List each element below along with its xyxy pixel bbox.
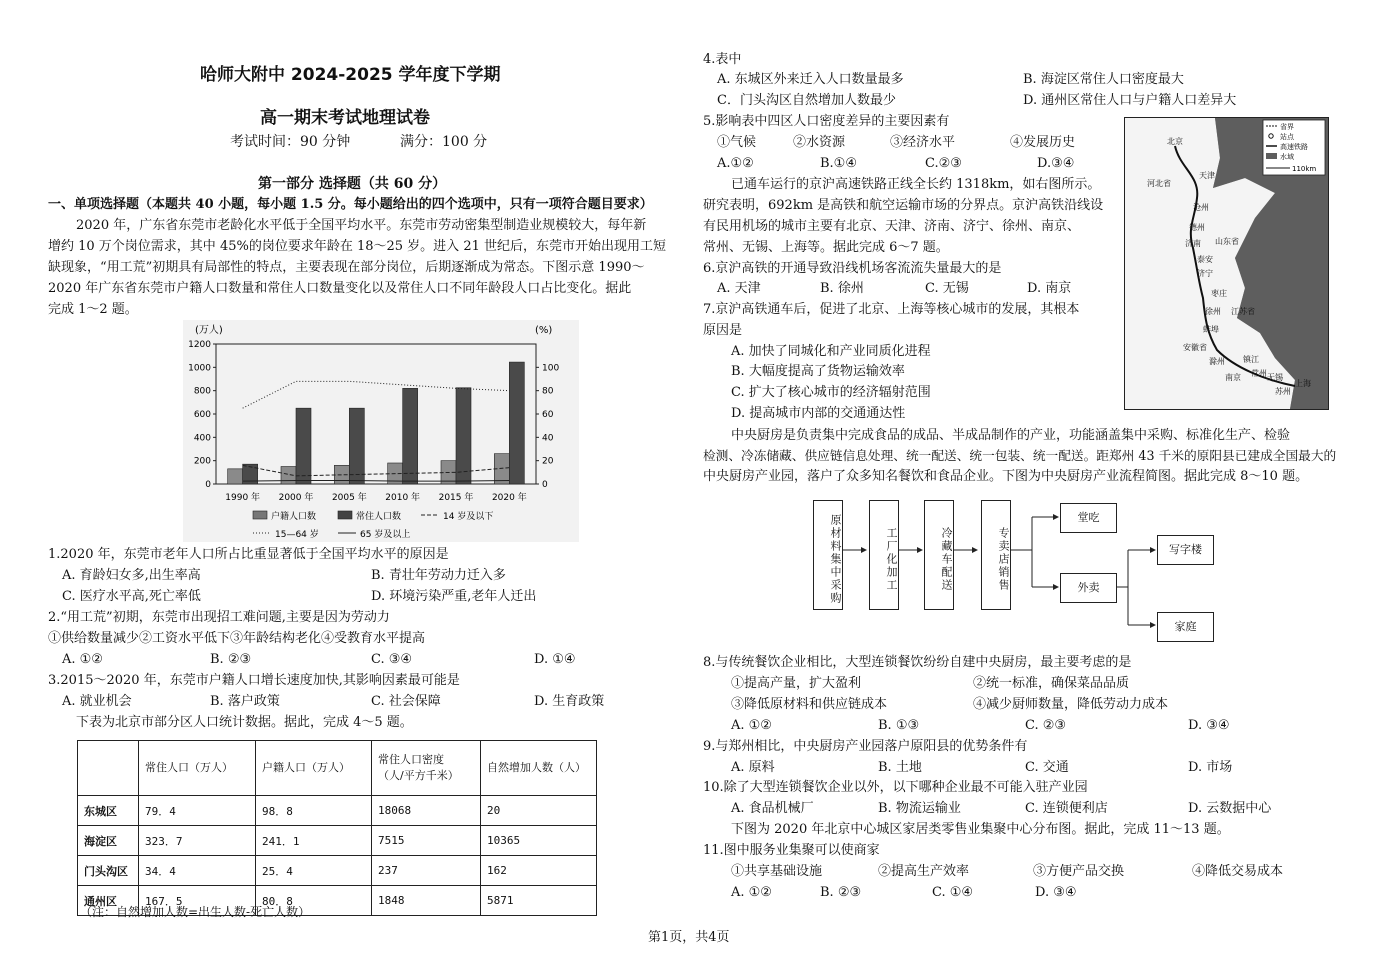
q8-item: ②统一标准，确保菜品品质 [973, 676, 1130, 691]
cell-increase: 162 [481, 856, 597, 886]
q9-stem: 9.与郑州相比，中央厨房产业园落户原阳县的优势条件有 [703, 739, 1028, 754]
passage2-line: 有民用机场的城市主要有北京、天津、济南、济宁、徐州、南京、 [703, 219, 1081, 234]
table-note: （注：自然增加人数=出生人数-死亡人数） [80, 905, 311, 919]
passage3-line: 中央厨房产业园，落户了众多知名餐饮和食品企业。下图为中央厨房产业流程简图。据此完成 8～10 题。 [703, 469, 1309, 484]
map-label: 安徽省 [1183, 343, 1207, 352]
q11-option-c[interactable]: C. ①④ [932, 885, 974, 900]
cell-resident: 34．4 [139, 856, 256, 886]
legend-household: 户籍人口数 [271, 512, 317, 522]
legend-resident: 常住人口数 [356, 512, 402, 522]
q6-option-c[interactable]: C. 无锡 [925, 281, 969, 296]
q11-item: ④降低交易成本 [1192, 864, 1284, 879]
q9-option-d[interactable]: D. 市场 [1188, 760, 1233, 775]
q11-option-d[interactable]: D. ③④ [1035, 885, 1077, 900]
passage3-line: 检测、冷冻储藏、供应链信息处理、统一配送、统一包装、统一配送。距郑州 43 千米的原阳县已建成全国最大的 [703, 448, 1337, 463]
q2-stem: 2.“用工荒”初期，东莞市出现招工难问题,主要是因为劳动力 [48, 610, 390, 625]
table-row [78, 856, 597, 886]
full-score: 满分：100 分 [400, 134, 488, 150]
q7-stem-cont: 原因是 [703, 323, 743, 338]
map-label: 河北省 [1147, 179, 1171, 188]
exam-title-line2: 高一期末考试地理试卷 [260, 108, 430, 128]
map-label: 蚌埠 [1203, 325, 1219, 334]
bar-household [281, 467, 296, 485]
passage2-line: 已通车运行的京沪高速铁路正线全长约 1318km，如右图所示。 [731, 177, 1101, 192]
map-scale: 110km [1292, 165, 1317, 173]
q6-option-b[interactable]: B. 徐州 [820, 281, 864, 296]
cell-household: 98．8 [256, 796, 372, 826]
railway-map [1124, 117, 1329, 410]
q1-stem: 1.2020 年，东莞市老年人口所占比重显著低于全国平均水平的原因是 [48, 547, 449, 562]
q2-option-c[interactable]: C. ③④ [371, 652, 413, 667]
q1-option-c[interactable]: C. 医疗水平高,死亡率低 [62, 589, 201, 604]
table-header-density-unit: （人/平方千米） [378, 769, 459, 782]
row-name: 通州区 [78, 886, 139, 916]
flow-box-purchase: 原材料集中采购 [813, 500, 843, 610]
bar-resident [509, 362, 524, 484]
passage1-line: 2020 年，广东省东莞市老龄化水平低于全国平均水平。东莞市劳动密集型制造业规模较大，每年新 [76, 218, 647, 233]
section-heading: 一、单项选择题（本题共 40 小题，每小题 1.5 分。每小题给出的四个选项中，只有一项符合题目要求） [48, 197, 653, 212]
exam-title-line1: 哈师大附中 2024-2025 学年度下学期 [200, 65, 501, 85]
row-name: 门头沟区 [78, 856, 139, 886]
q4-option-c[interactable]: C．门头沟区自然增加人数最少 [717, 93, 896, 108]
y-tick-label-right: 40 [542, 433, 554, 444]
y-tick-label-left: 400 [193, 433, 211, 444]
q5-item: ③经济水平 [890, 135, 956, 150]
exam-time: 考试时间：90 分钟 [230, 134, 351, 150]
q10-option-b[interactable]: B. 物流运输业 [878, 801, 961, 816]
legend-swatch-resident [338, 511, 352, 519]
table-row [78, 796, 597, 826]
map-label: 天津 [1199, 171, 1215, 180]
q8-item: ④减少厨师数量，降低劳动力成本 [973, 697, 1169, 712]
passage2-line: 常州、无锡、上海等。据此完成 6～7 题。 [703, 240, 949, 255]
flow-box-delivery: 冷藏车配送 [924, 500, 954, 610]
cell-density: 18068 [372, 796, 481, 826]
passage4: 下图为 2020 年北京中心城区家居类零售业集聚中心分布图。据此，完成 11～13 题。 [731, 822, 1230, 837]
y-tick-label-left: 1200 [188, 340, 211, 350]
population-table [77, 740, 597, 916]
y-tick-label-right: 100 [542, 363, 560, 374]
cell-resident: 323．7 [139, 826, 256, 856]
q7-option-d[interactable]: D. 提高城市内部的交通通达性 [731, 406, 906, 421]
cell-household: 25．4 [256, 856, 372, 886]
q10-option-a[interactable]: A. 食品机械厂 [731, 801, 814, 816]
q8-option-a[interactable]: A. ①② [731, 718, 772, 733]
q5-option-b[interactable]: B.①④ [820, 156, 857, 171]
bar-resident [349, 408, 364, 484]
map-label: 江苏省 [1231, 307, 1255, 316]
railway-map-drawing [1125, 118, 1328, 409]
y-tick-label-right: 0 [542, 480, 548, 490]
q5-option-a[interactable]: A.①② [717, 156, 754, 171]
legend-child: 14 岁及以下 [443, 512, 494, 522]
q2-option-d[interactable]: D. ①④ [534, 652, 576, 667]
q8-option-d[interactable]: D. ③④ [1188, 718, 1230, 733]
map-label: 沧州 [1193, 203, 1209, 212]
q7-option-a[interactable]: A. 加快了同城化和产业同质化进程 [731, 344, 931, 359]
q11-stem: 11.图中服务业集聚可以使商家 [703, 843, 880, 858]
legend-adult: 15—64 岁 [275, 530, 319, 540]
x-tick-label: 2000 年 [278, 493, 314, 503]
map-label: 南京 [1225, 373, 1241, 382]
q5-item: ④发展历史 [1010, 135, 1076, 150]
map-label: 济宁 [1197, 269, 1213, 278]
passage1-line: 缺现象，“用工荒”初期具有局部性的特点，主要表现在部分岗位，后期逐渐成为常态。下图示意 1990～ [48, 260, 645, 275]
page-footer: 第1页，共4页 [648, 930, 730, 945]
q5-option-c[interactable]: C.②③ [925, 156, 962, 171]
map-legend-water: 水域 [1280, 153, 1294, 161]
map-label: 无锡 [1267, 373, 1283, 382]
y-tick-label-right: 20 [542, 456, 554, 467]
q8-stem: 8.与传统餐饮企业相比，大型连锁餐饮纷纷自建中央厨房，最主要考虑的是 [703, 655, 1132, 670]
y-tick-label-right: 80 [542, 386, 554, 397]
q7-option-c[interactable]: C. 扩大了核心城市的经济辐射范围 [731, 385, 931, 400]
flow-box-store: 专卖店销售 [981, 500, 1011, 610]
q3-option-b[interactable]: B. 落户政策 [210, 694, 280, 709]
legend-elder: 65 岁及以上 [360, 530, 411, 540]
line-age-65plus [243, 481, 510, 482]
q4-option-a[interactable]: A. 东城区外来迁入人口数量最多 [717, 72, 904, 87]
q10-option-c[interactable]: C. 连锁便利店 [1025, 801, 1108, 816]
flow-box-home: 家庭 [1157, 612, 1214, 642]
cell-resident: 79．4 [139, 796, 256, 826]
flow-box-takeout: 外卖 [1060, 573, 1117, 603]
bar-household [228, 469, 243, 484]
flow-box-office: 写字楼 [1157, 535, 1214, 565]
q5-item: ②水资源 [793, 135, 846, 150]
map-label: 泰安 [1197, 255, 1213, 264]
y-tick-label-left: 1000 [188, 363, 211, 374]
q2-option-b[interactable]: B. ②③ [210, 652, 252, 667]
table-header-density: 常住人口密度 [378, 753, 444, 766]
q4-option-d[interactable]: D. 通州区常住人口与户籍人口差异大 [1023, 93, 1237, 108]
cell-resident: 167．5 [139, 886, 256, 916]
q10-option-d[interactable]: D. 云数据中心 [1188, 801, 1272, 816]
y-tick-label-left: 200 [193, 456, 211, 467]
map-legend-rail: 高速铁路 [1280, 143, 1308, 151]
passage2-line: 研究表明，692km 是高铁和航空运输市场的分界点。京沪高铁沿线设 [703, 198, 1104, 213]
legend-swatch-household [253, 511, 267, 519]
table-header [372, 741, 481, 796]
flow-box-dinein: 堂吃 [1060, 503, 1117, 533]
q8-option-b[interactable]: B. ①③ [878, 718, 920, 733]
passage1-line: 完成 1～2 题。 [48, 302, 138, 317]
table-row [78, 826, 597, 856]
q3-option-a[interactable]: A. 就业机会 [62, 694, 132, 709]
q8-option-c[interactable]: C. ②③ [1025, 718, 1067, 733]
cell-density: 7515 [372, 826, 481, 856]
cell-density: 1848 [372, 886, 481, 916]
q9-option-b[interactable]: B. 土地 [878, 760, 922, 775]
chart-left-unit: (万人) [195, 325, 223, 336]
q2-items: ①供给数量减少②工资水平低下③年龄结构老化④受教育水平提高 [48, 631, 426, 646]
q1-option-a[interactable]: A. 育龄妇女多,出生率高 [62, 568, 201, 583]
map-label: 滁州 [1209, 357, 1225, 366]
cell-density: 237 [372, 856, 481, 886]
q9-option-c[interactable]: C. 交通 [1025, 760, 1069, 775]
q4-stem: 4.表中 [703, 52, 742, 67]
passage1-line: 2020 年广东省东莞市户籍人口数量和常住人口数量变化以及常住人口不同年龄段人口占比变化。据此 [48, 281, 632, 296]
map-label: 徐州 [1205, 307, 1221, 316]
x-tick-label: 2020 年 [491, 493, 527, 503]
q3-option-d[interactable]: D. 生育政策 [534, 694, 605, 709]
table-header: 常住人口（万人） [139, 741, 256, 796]
map-label: 苏州 [1275, 387, 1291, 396]
legend-water-swatch [1266, 153, 1277, 159]
flow-box-processing: 工厂化加工 [869, 500, 899, 610]
x-tick-label: 2005 年 [331, 493, 367, 503]
q8-item: ①提高产量，扩大盈利 [731, 676, 862, 691]
q11-option-b[interactable]: B. ②③ [820, 885, 862, 900]
map-label: 北京 [1167, 137, 1183, 146]
map-label: 常州 [1251, 369, 1267, 378]
row-name: 海淀区 [78, 826, 139, 856]
cell-household: 80．8 [256, 886, 372, 916]
passage1-line: 增约 10 万个岗位需求，其中 45%的岗位要求年龄在 18～25 岁。进入 21 世纪后，东莞市开始出现用工短 [48, 239, 666, 254]
q7-stem: 7.京沪高铁通车后，促进了北京、上海等核心城市的发展，其根本 [703, 302, 1080, 317]
table-header: 自然增加人数（人） [481, 741, 597, 796]
table-header-row [78, 741, 597, 796]
q6-stem: 6.京沪高铁的开通导致沿线机场客流流失量最大的是 [703, 261, 1002, 276]
q5-option-d[interactable]: D.③④ [1037, 156, 1075, 171]
passage3-line: 中央厨房是负责集中完成食品的成品、半成品制作的产业，功能涵盖集中采购、标准化生产、检验 [731, 428, 1291, 443]
map-label: 山东省 [1215, 237, 1239, 246]
x-tick-label: 2015 年 [438, 493, 474, 503]
map-label: 镇江 [1243, 355, 1259, 364]
q1-option-d[interactable]: D. 环境污染严重,老年人迁出 [371, 589, 537, 604]
q11-option-a[interactable]: A. ①② [731, 885, 772, 900]
q11-item: ①共享基础设施 [731, 864, 823, 879]
population-chart [183, 320, 579, 542]
q5-item: ①气候 [717, 135, 757, 150]
bar-resident [296, 408, 311, 484]
x-tick-label: 2010 年 [385, 493, 421, 503]
map-label: 德州 [1189, 223, 1205, 232]
y-tick-label-right: 60 [542, 410, 554, 420]
q6-option-a[interactable]: A. 天津 [717, 281, 761, 296]
q5-stem: 5.影响表中四区人口密度差异的主要因素有 [703, 114, 950, 129]
x-tick-label: 1990 年 [225, 493, 261, 503]
cell-household: 241．1 [256, 826, 372, 856]
map-legend-border: 省界 [1280, 123, 1294, 131]
q4-option-b[interactable]: B. 海淀区常住人口密度最大 [1023, 72, 1184, 87]
q8-item: ③降低原材料和供应链成本 [731, 697, 888, 712]
y-tick-label-left: 800 [193, 386, 211, 397]
q9-option-a[interactable]: A. 原料 [731, 760, 775, 775]
cell-increase: 20 [481, 796, 597, 826]
y-tick-label-left: 0 [205, 480, 211, 490]
table-header: 户籍人口（万人） [256, 741, 372, 796]
part1-heading: 第一部分 选择题（共 60 分） [258, 176, 447, 192]
chart-right-unit: (%) [535, 325, 553, 336]
q3-option-c[interactable]: C. 社会保障 [371, 694, 441, 709]
q1-option-b[interactable]: B. 青壮年劳动力迁入多 [371, 568, 506, 583]
q3-stem: 3.2015～2020 年，东莞市户籍人口增长速度加快,其影响因素最可能是 [48, 673, 460, 688]
cell-increase: 10365 [481, 826, 597, 856]
q11-item: ③方便产品交换 [1033, 864, 1125, 879]
bar-resident [403, 388, 418, 484]
map-label: 上海 [1295, 379, 1311, 388]
q6-option-d[interactable]: D. 南京 [1027, 281, 1072, 296]
q7-option-b[interactable]: B. 大幅度提高了货物运输效率 [731, 364, 905, 379]
bar-resident [456, 388, 471, 484]
table-corner [78, 741, 139, 796]
q10-stem: 10.除了大型连锁餐饮企业以外，以下哪种企业最不可能入驻产业园 [703, 780, 1088, 795]
cell-increase: 5871 [481, 886, 597, 916]
table-intro: 下表为北京市部分区人口统计数据。据此，完成 4～5 题。 [76, 715, 413, 730]
map-label: 枣庄 [1211, 289, 1227, 298]
y-tick-label-left: 600 [193, 410, 211, 420]
q2-option-a[interactable]: A. ①② [62, 652, 103, 667]
map-legend-station: 站点 [1280, 133, 1294, 141]
map-label: 济南 [1185, 239, 1201, 248]
row-name: 东城区 [78, 796, 139, 826]
q11-item: ②提高生产效率 [878, 864, 970, 879]
